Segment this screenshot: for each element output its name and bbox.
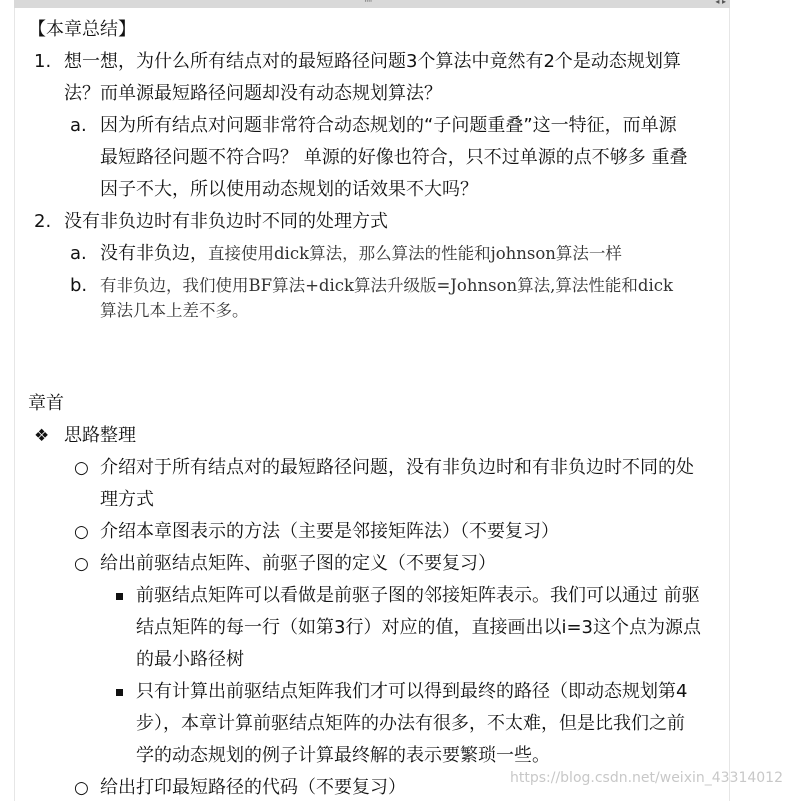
list-number: 2. (34, 211, 52, 232)
list-letter: b. (70, 275, 88, 296)
answer-2b-line-1: 有非负边，我们使用BF算法+dick算法升级版=Johnson算法,算法性能和dick (100, 276, 673, 295)
item-1-line-1: 介绍对于所有结点对的最短路径问题，没有非负边时和有非负边时不同的处 (100, 457, 694, 478)
subitem-2-line-2: 步），本章计算前驱结点矩阵的办法有很多，不太难，但是比我们之前 (136, 713, 685, 734)
watermark-text: https://blog.csdn.net/weixin_43314012 (509, 770, 783, 786)
section-title: 思路整理 (64, 425, 136, 446)
square-bullet-icon (116, 593, 123, 600)
question-1-line-2: 法？而单源最短路径问题却没有动态规划算法？ (64, 83, 442, 104)
answer-2a-lead: 没有非负边， (100, 243, 208, 264)
item-4-text: 给出打印最短路径的代码（不要复习） (100, 777, 406, 798)
list-letter: a. (70, 243, 87, 264)
answer-2b-line-2: 算法几本上差不多。 (100, 301, 249, 320)
chapter-heading: 章首 (28, 393, 64, 414)
item-1-line-2: 理方式 (100, 489, 154, 510)
top-scroll-bar[interactable] (14, 0, 730, 8)
subitem-2-line-1: 只有计算出前驱结点矩阵我们才可以得到最终的路径（即动态规划第4 (136, 681, 688, 702)
answer-2a-rest: 直接使用dick算法，那么算法的性能和johnson算法一样 (208, 244, 622, 263)
list-letter: a. (70, 115, 87, 136)
answer-1a-line-1: 因为所有结点对问题非常符合动态规划的“子问题重叠”这一特征，而单源 (100, 115, 677, 136)
diamond-bullet-icon: ❖ (34, 426, 50, 446)
answer-2a (100, 238, 622, 270)
answer-1a-line-2: 最短路径问题不符合吗？ 单源的好像也符合，只不过单源的点不够多 重叠 (100, 147, 688, 168)
circle-bullet-icon: ○ (74, 554, 89, 574)
subitem-2-line-3: 学的动态规划的例子计算最终解的表示要繁琐一些。 (136, 745, 550, 766)
item-3-text: 给出前驱结点矩阵、前驱子图的定义（不要复习） (100, 553, 496, 574)
list-number: 1. (34, 51, 52, 72)
answer-1a-line-3: 因子不大，所以使用动态规划的话效果不大吗？ (100, 179, 478, 200)
item-2-text: 介绍本章图表示的方法（主要是邻接矩阵法）（不要复习） (100, 521, 559, 542)
square-bullet-icon (116, 689, 123, 696)
summary-title: 【本章总结】 (28, 19, 136, 40)
drag-grip-icon[interactable]: ···· (364, 0, 372, 7)
subitem-1-line-3: 的最小路径树 (136, 649, 244, 670)
circle-bullet-icon: ○ (74, 458, 89, 478)
circle-bullet-icon: ○ (74, 522, 89, 542)
question-2-text: 没有非负边时有非负边时不同的处理方式 (64, 211, 388, 232)
scroll-arrows-icon[interactable]: ◂ ▸ (715, 0, 726, 6)
circle-bullet-icon: ○ (74, 778, 89, 798)
subitem-1-line-1: 前驱结点矩阵可以看做是前驱子图的邻接矩阵表示。我们可以通过 前驱 (136, 585, 700, 606)
question-1-line-1: 想一想，为什么所有结点对的最短路径问题3个算法中竟然有2个是动态规划算 (64, 51, 681, 72)
subitem-1-line-2: 结点矩阵的每一行（如第3行）对应的值，直接画出以i=3这个点为源点 (136, 617, 701, 638)
